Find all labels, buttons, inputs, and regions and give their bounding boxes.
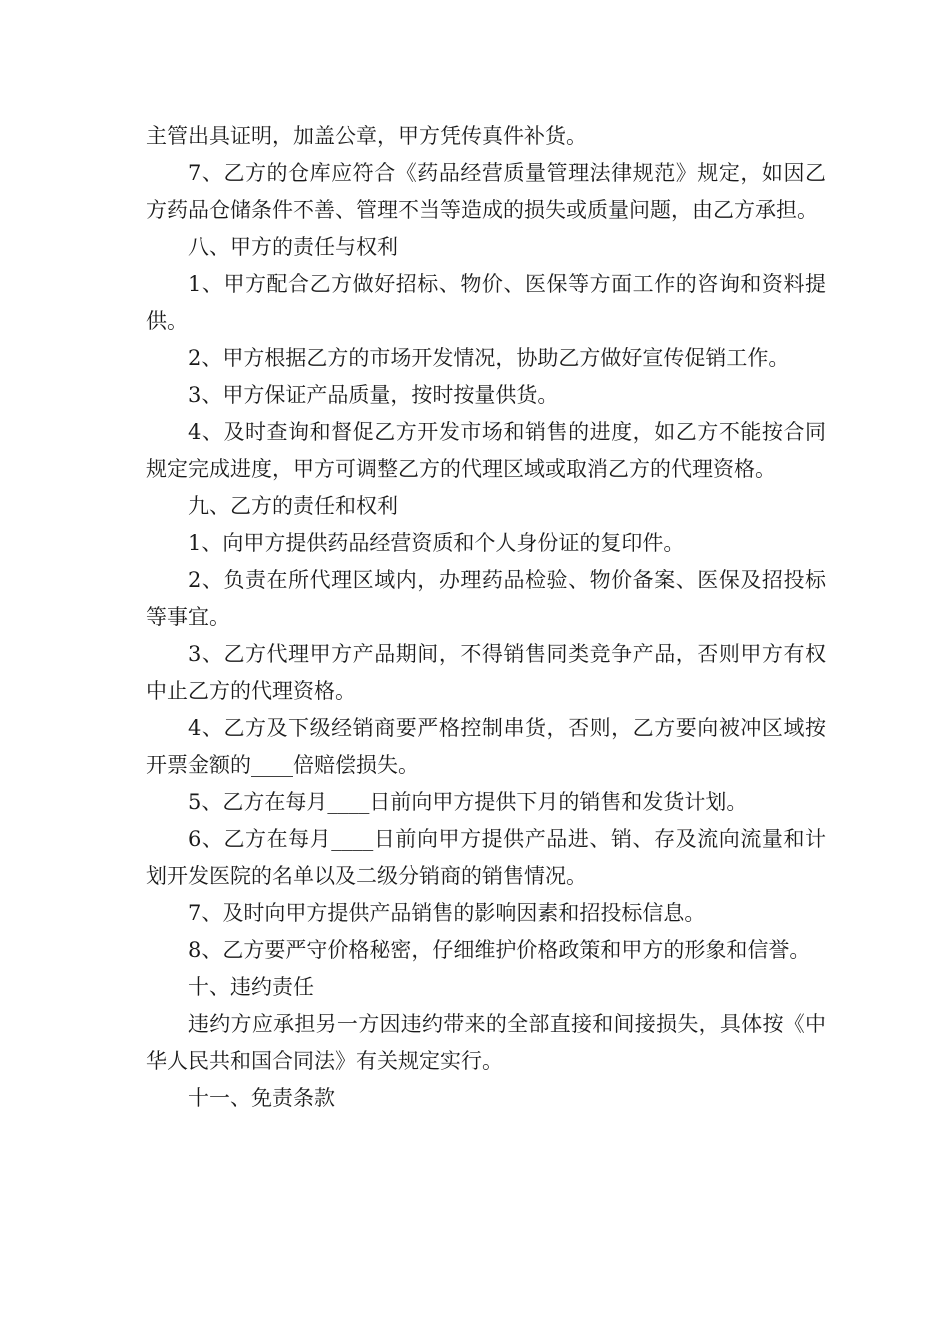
paragraph-party-a-3: 3、甲方保证产品质量，按时按量供货。 xyxy=(188,383,559,407)
section-heading-9: 九、乙方的责任和权利 xyxy=(188,494,398,518)
paragraph-party-b-3: 3、乙方代理甲方产品期间，不得销售同类竞争产品，否则甲方有权中止乙方的代理资格。 xyxy=(146,642,826,703)
paragraph-continuation: 主管出具证明，加盖公章，甲方凭传真件补货。 xyxy=(146,124,587,148)
document-body xyxy=(146,118,826,1117)
paragraph-party-b-6: 6、乙方在每月____日前向甲方提供产品进、销、存及流向流量和计划开发医院的名单以及二级分销商的销售情况。 xyxy=(146,827,826,888)
paragraph-party-b-7: 7、及时向甲方提供产品销售的影响因素和招投标信息。 xyxy=(188,901,706,925)
paragraph-party-b-4: 4、乙方及下级经销商要严格控制串货，否则，乙方要向被冲区域按开票金额的____倍赔偿损失。 xyxy=(146,716,826,777)
paragraph-clause-7-warehouse: 7、乙方的仓库应符合《药品经营质量管理法律规范》规定，如因乙方药品仓储条件不善、管理不当等造成的损失或质量问题，由乙方承担。 xyxy=(146,161,826,222)
paragraph-breach-liability: 违约方应承担另一方因违约带来的全部直接和间接损失，具体按《中华人民共和国合同法》有关规定实行。 xyxy=(146,1012,826,1073)
paragraph-party-b-5: 5、乙方在每月____日前向甲方提供下月的销售和发货计划。 xyxy=(188,790,748,814)
section-heading-11: 十一、免责条款 xyxy=(188,1086,335,1110)
section-heading-10: 十、违约责任 xyxy=(188,975,314,999)
paragraph-party-a-2: 2、甲方根据乙方的市场开发情况，协助乙方做好宣传促销工作。 xyxy=(188,346,790,370)
paragraph-party-a-1: 1、甲方配合乙方做好招标、物价、医保等方面工作的咨询和资料提供。 xyxy=(146,272,826,333)
paragraph-party-b-1: 1、向甲方提供药品经营资质和个人身份证的复印件。 xyxy=(188,531,685,555)
paragraph-party-b-8: 8、乙方要严守价格秘密，仔细维护价格政策和甲方的形象和信誉。 xyxy=(188,938,811,962)
paragraph-party-b-2: 2、负责在所代理区域内，办理药品检验、物价备案、医保及招投标等事宜。 xyxy=(146,568,826,629)
paragraph-party-a-4: 4、及时查询和督促乙方开发市场和销售的进度，如乙方不能按合同规定完成进度，甲方可调整乙方的代理区域或取消乙方的代理资格。 xyxy=(146,420,826,481)
section-heading-8: 八、甲方的责任与权利 xyxy=(188,235,398,259)
